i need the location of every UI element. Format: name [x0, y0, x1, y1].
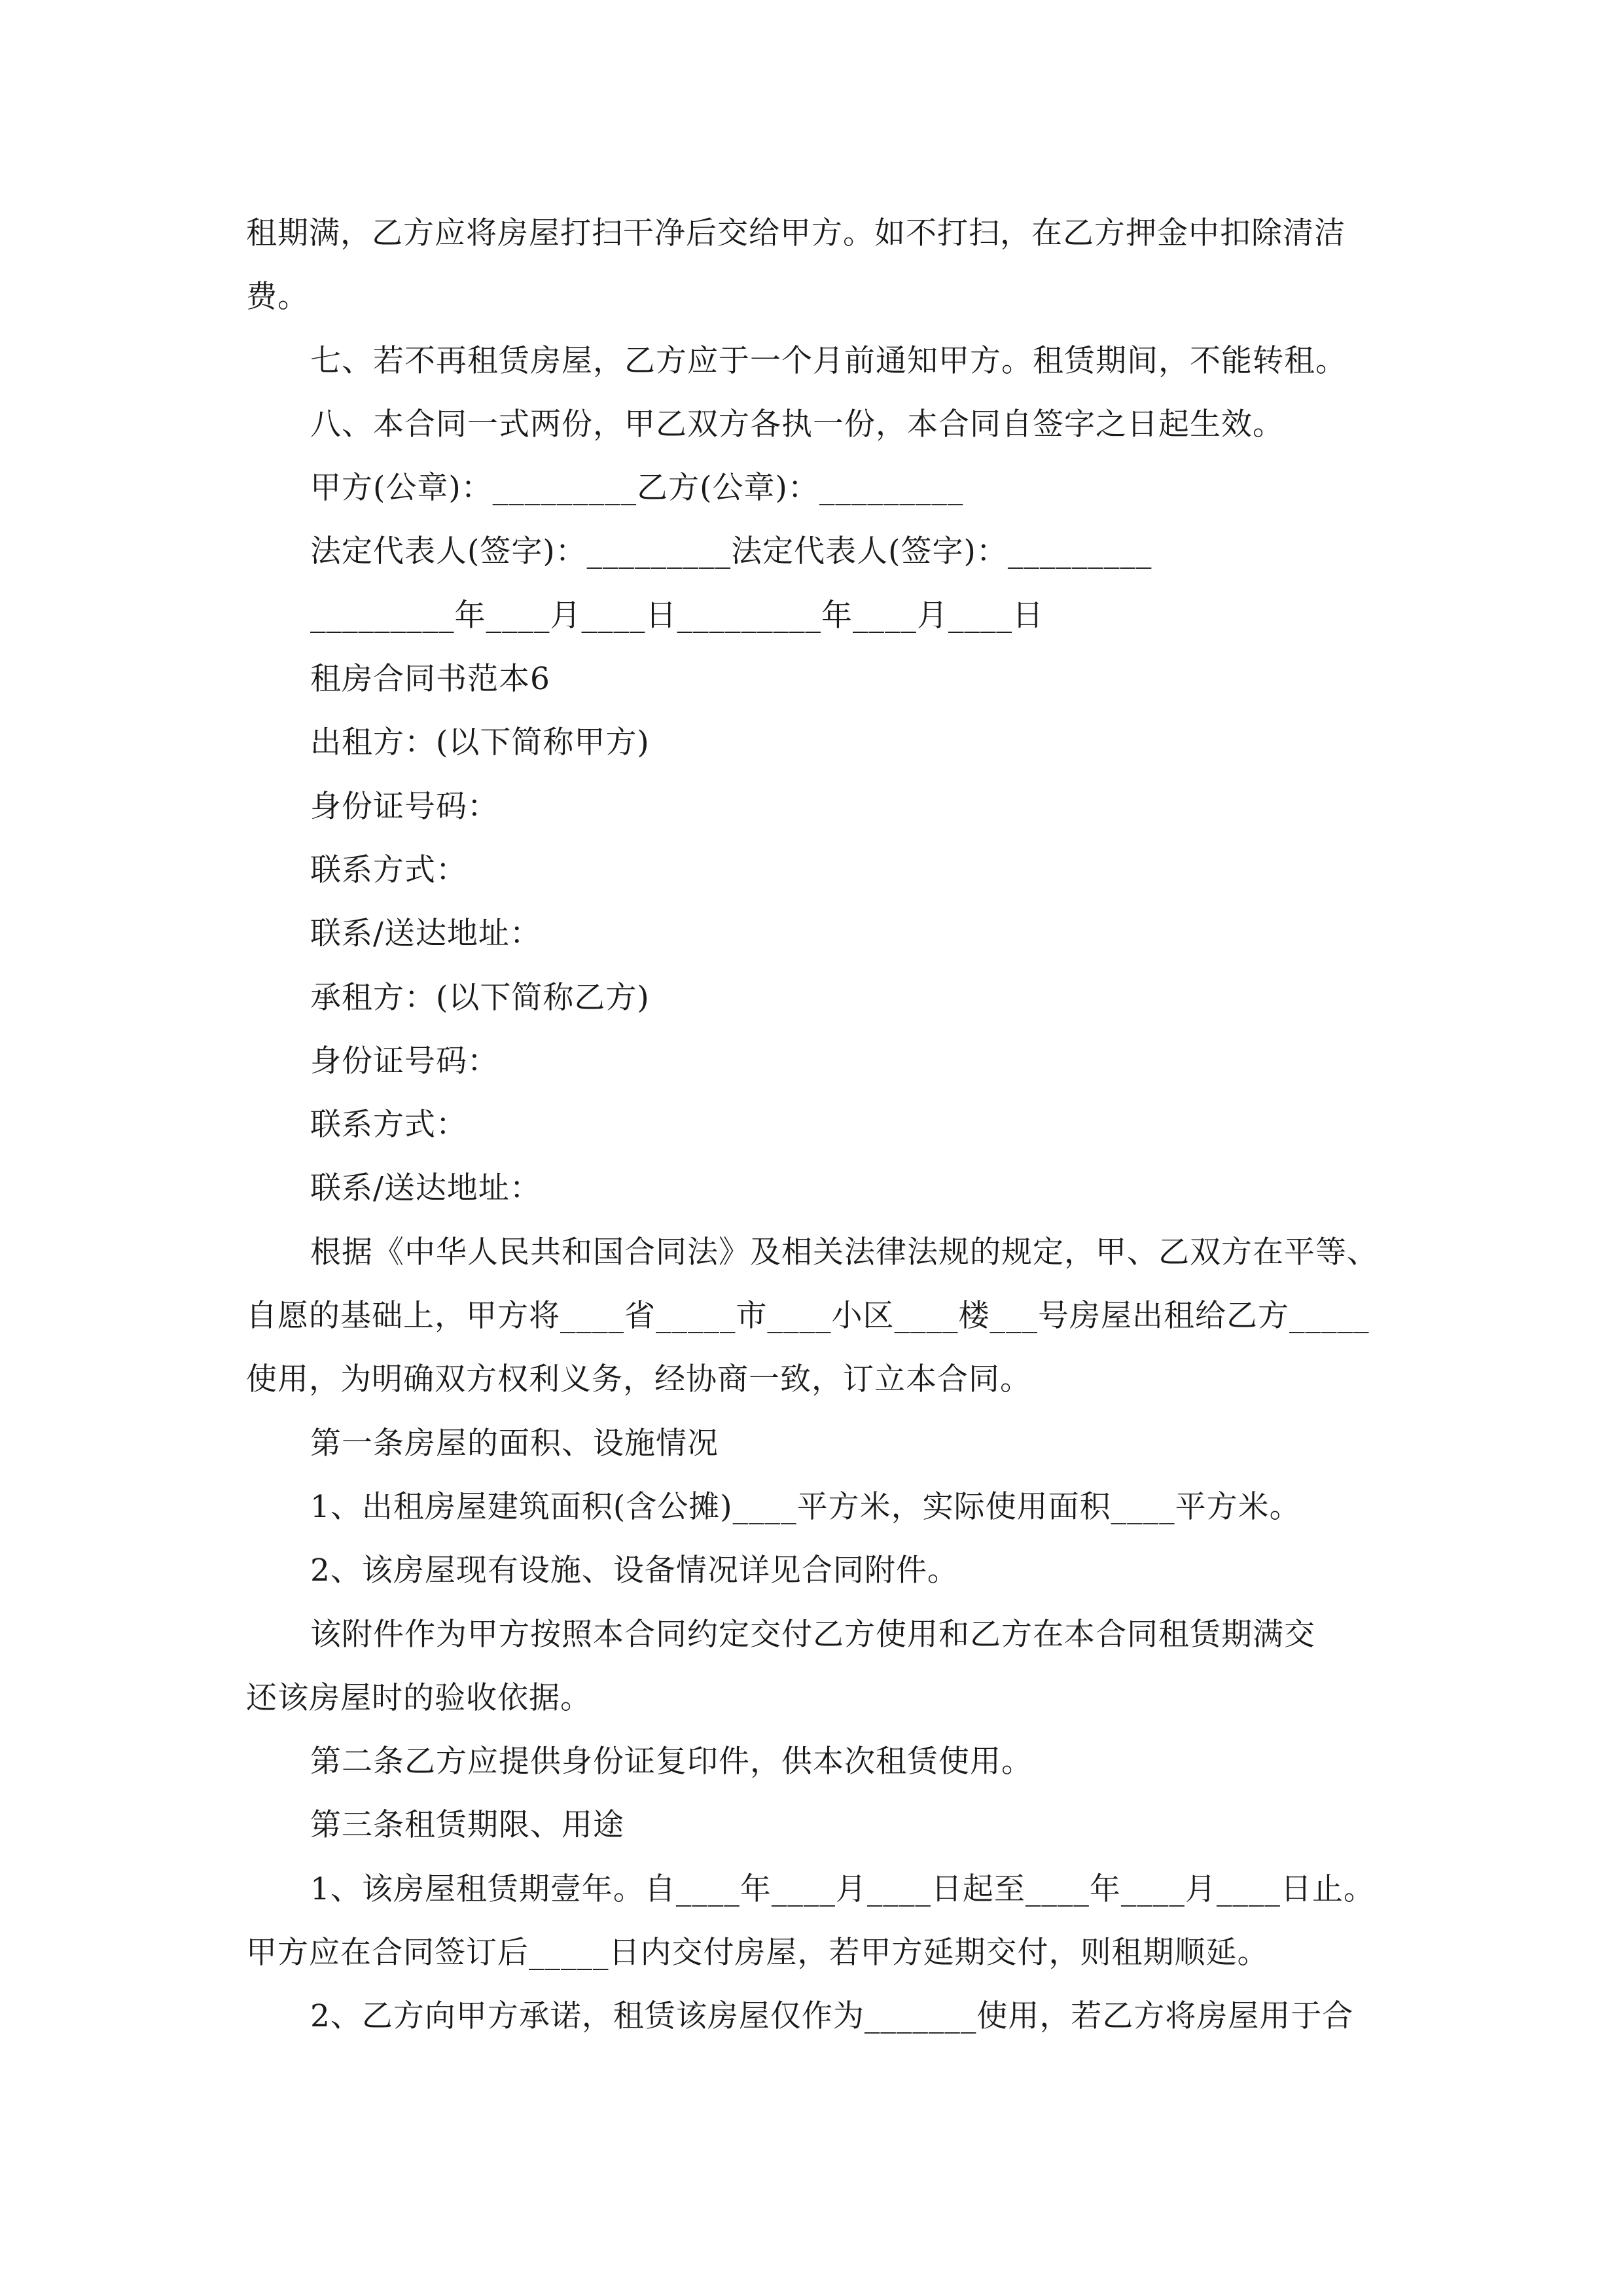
- text-line: 租房合同书范本6: [310, 661, 550, 698]
- text-line: 第二条乙方应提供身份证复印件，供本次租赁使用。: [310, 1744, 1033, 1780]
- text-line: 联系方式：: [310, 852, 467, 888]
- text-line: 联系方式：: [310, 1107, 467, 1143]
- text-line: 租期满，乙方应将房屋打扫干净后交给甲方。如不打扫，在乙方押金中扣除清洁: [246, 215, 1346, 251]
- text-line: 甲方应在合同签订后_____日内交付房屋，若甲方延期交付，则租期顺延。: [246, 1935, 1269, 1971]
- text-line: _________年____月____日_________年____月____日: [310, 597, 1044, 634]
- text-line: 费。: [246, 279, 309, 315]
- text-line: 甲方(公章)：_________乙方(公章)：_________: [310, 470, 964, 507]
- text-line: 该附件作为甲方按照本合同约定交付乙方使用和乙方在本合同租赁期满交: [310, 1616, 1315, 1653]
- text-line: 承租方：(以下简称乙方): [310, 979, 650, 1016]
- text-line: 自愿的基础上，甲方将____省_____市____小区____楼___号房屋出租给乙方_____: [246, 1298, 1370, 1335]
- text-line: 联系/送达地址：: [310, 916, 541, 952]
- text-line: 第三条租赁期限、用途: [310, 1807, 624, 1844]
- text-line: 2、该房屋现有设施、设备情况详见合同附件。: [310, 1552, 959, 1589]
- text-line: 1、出租房屋建筑面积(含公摊)____平方米，实际使用面积____平方米。: [310, 1488, 1301, 1525]
- text-line: 根据《中华人民共和国合同法》及相关法律法规的规定，甲、乙双方在平等、: [310, 1234, 1378, 1270]
- text-line: 八、本合同一式两份，甲乙双方各执一份，本合同自签字之日起生效。: [310, 406, 1284, 442]
- text-line: 第一条房屋的面积、设施情况: [310, 1425, 719, 1462]
- text-line: 身份证号码：: [310, 788, 499, 825]
- text-line: 使用，为明确双方权利义务，经协商一致，订立本合同。: [246, 1361, 1031, 1398]
- document-body: [246, 202, 1398, 2049]
- text-line: 法定代表人(签字)：_________法定代表人(签字)：_________: [310, 533, 1152, 570]
- text-line: 还该房屋时的验收依据。: [246, 1679, 592, 1716]
- text-line: 出租方：(以下简称甲方): [310, 725, 650, 761]
- text-line: 联系/送达地址：: [310, 1170, 541, 1207]
- text-line: 1、该房屋租赁期壹年。自____年____月____日起至____年____月____日止。: [310, 1871, 1375, 1907]
- text-line: 七、若不再租赁房屋，乙方应于一个月前通知甲方。租赁期间，不能转租。: [310, 342, 1347, 379]
- text-line: 身份证号码：: [310, 1043, 499, 1079]
- text-line: 2、乙方向甲方承诺，租赁该房屋仅作为_______使用，若乙方将房屋用于合: [310, 1998, 1354, 2035]
